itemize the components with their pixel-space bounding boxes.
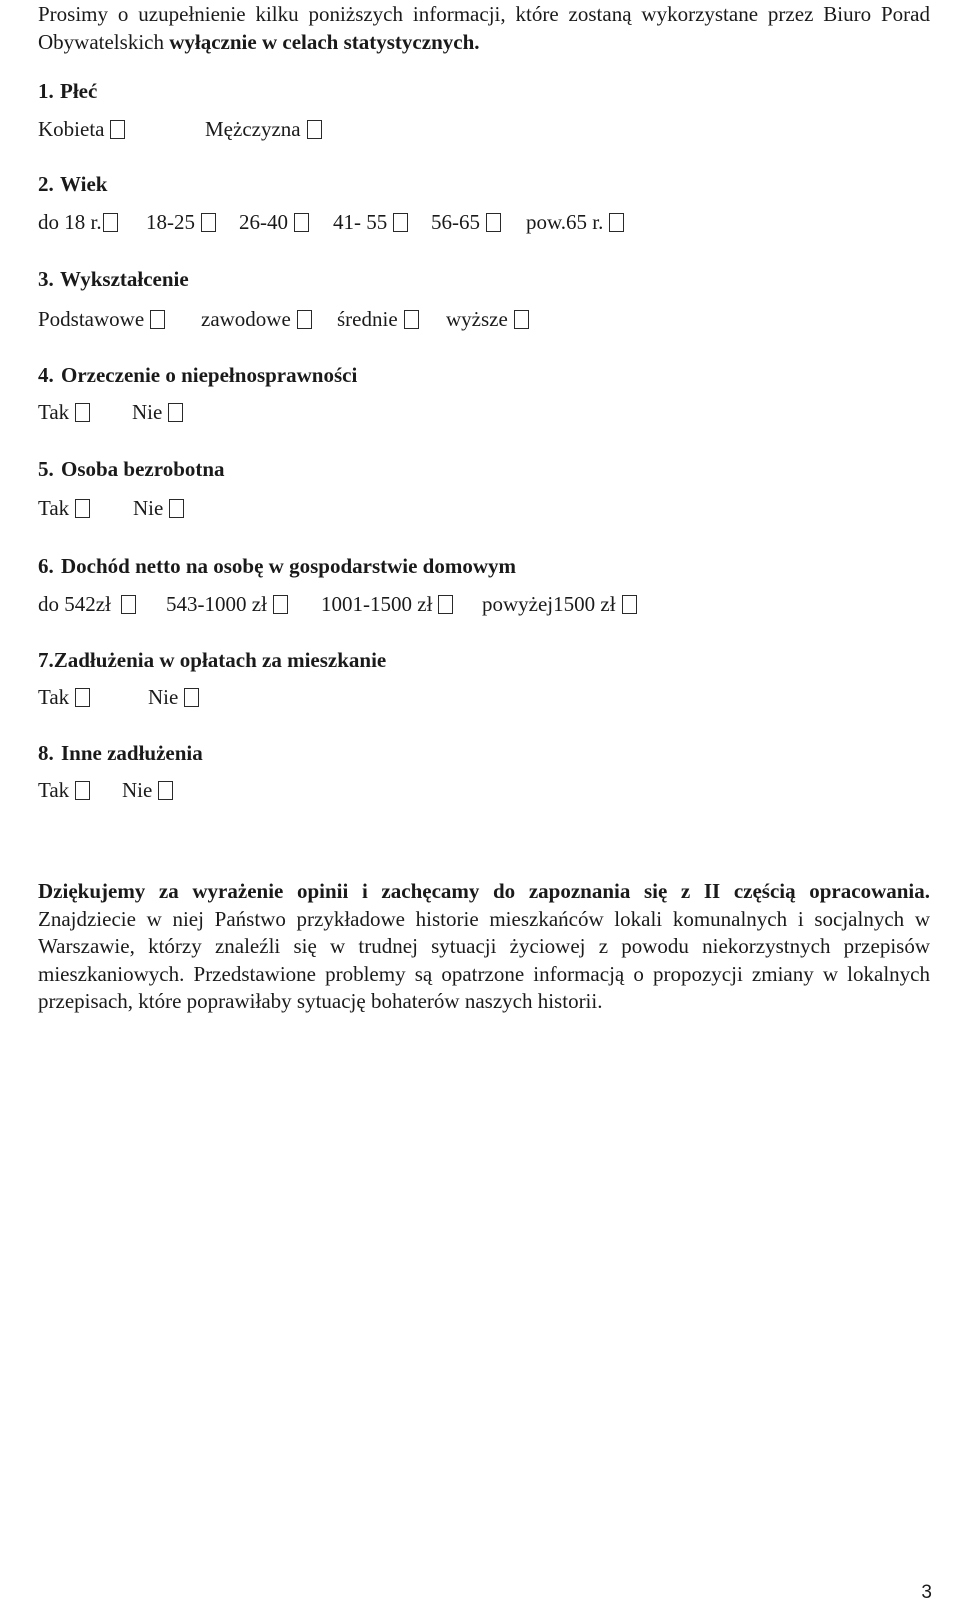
checkbox-41-55[interactable] bbox=[393, 213, 408, 232]
question-2-number: 2. bbox=[38, 172, 54, 196]
option-powyzej-1500[interactable] bbox=[482, 590, 637, 618]
option-label: do 542zł bbox=[38, 592, 111, 616]
option-tak[interactable] bbox=[38, 494, 90, 522]
option-label: 56-65 bbox=[431, 210, 480, 234]
checkbox-nie[interactable] bbox=[158, 781, 173, 800]
survey-page bbox=[38, 0, 930, 1613]
option-tak[interactable] bbox=[38, 683, 90, 711]
question-3-number: 3. bbox=[38, 267, 54, 291]
option-nie[interactable] bbox=[122, 776, 173, 804]
checkbox-543-1000[interactable] bbox=[273, 595, 288, 614]
option-label: 18-25 bbox=[146, 210, 195, 234]
option-label: 1001-1500 zł bbox=[321, 592, 433, 616]
option-label: Mężczyzna bbox=[205, 117, 301, 141]
question-5-title bbox=[38, 455, 225, 483]
option-wyzsze[interactable] bbox=[446, 305, 529, 333]
question-8-label: Inne zadłużenia bbox=[61, 741, 203, 765]
option-nie[interactable] bbox=[132, 398, 183, 426]
option-pow-65[interactable] bbox=[526, 208, 624, 236]
checkbox-do-542[interactable] bbox=[121, 595, 136, 614]
closing-bold-text: Dziękujemy za wyrażenie opinii i zachęcamy do zapoznania się z II częścią opracowania. bbox=[38, 879, 930, 903]
option-srednie[interactable] bbox=[337, 305, 419, 333]
option-label: wyższe bbox=[446, 307, 508, 331]
checkbox-18-25[interactable] bbox=[201, 213, 216, 232]
checkbox-podstawowe[interactable] bbox=[150, 310, 165, 329]
question-8-title bbox=[38, 739, 203, 767]
checkbox-26-40[interactable] bbox=[294, 213, 309, 232]
checkbox-56-65[interactable] bbox=[486, 213, 501, 232]
checkbox-kobieta[interactable] bbox=[110, 120, 125, 139]
question-3-title bbox=[38, 265, 189, 293]
checkbox-nie[interactable] bbox=[184, 688, 199, 707]
checkbox-tak[interactable] bbox=[75, 688, 90, 707]
option-label: 543-1000 zł bbox=[166, 592, 267, 616]
intro-text: Prosimy o uzupełnienie kilku poniższych informacji, które zostaną wykorzystane przez Biuro Porad Obywatelskich bbox=[38, 2, 930, 54]
option-tak[interactable] bbox=[38, 776, 90, 804]
option-mezczyzna[interactable] bbox=[205, 115, 322, 143]
question-1-number: 1. bbox=[38, 79, 54, 103]
option-label: do 18 r. bbox=[38, 210, 102, 234]
closing-paragraph bbox=[38, 878, 930, 1016]
question-4-label: Orzeczenie o niepełnosprawności bbox=[61, 363, 358, 387]
question-6-title bbox=[38, 552, 516, 580]
option-label: 26-40 bbox=[239, 210, 288, 234]
checkbox-nie[interactable] bbox=[168, 403, 183, 422]
question-4-number: 4. bbox=[38, 363, 54, 387]
option-do-542[interactable] bbox=[38, 590, 136, 618]
question-5-label: Osoba bezrobotna bbox=[61, 457, 225, 481]
option-label: Nie bbox=[148, 685, 179, 709]
checkbox-pow-65[interactable] bbox=[609, 213, 624, 232]
option-label: Tak bbox=[38, 685, 70, 709]
option-label: Tak bbox=[38, 496, 70, 520]
option-label: średnie bbox=[337, 307, 398, 331]
option-label: Kobieta bbox=[38, 117, 105, 141]
question-7-label: Zadłużenia w opłatach za mieszkanie bbox=[53, 648, 387, 672]
checkbox-tak[interactable] bbox=[75, 499, 90, 518]
checkbox-zawodowe[interactable] bbox=[297, 310, 312, 329]
closing-text: Znajdziecie w niej Państwo przykładowe historie mieszkańców lokali komunalnych i socjalnych w Warszawie, którzy znaleźli się w trudnej sytuacji życiowej z powodu niekorzystnych przepisów mieszkaniowych. Przedstawione problemy są opatrzone informacją o propozycji zmiany w lokalnych przepisach, które poprawiłaby sytuację bohaterów naszych historii. bbox=[38, 906, 930, 1014]
question-4-title bbox=[38, 361, 357, 389]
question-1-title bbox=[38, 77, 97, 105]
checkbox-tak[interactable] bbox=[75, 781, 90, 800]
option-kobieta[interactable] bbox=[38, 115, 125, 143]
option-41-55[interactable] bbox=[333, 208, 408, 236]
question-6-number: 6. bbox=[38, 554, 54, 578]
checkbox-1001-1500[interactable] bbox=[438, 595, 453, 614]
option-label: pow.65 r. bbox=[526, 210, 604, 234]
option-label: Podstawowe bbox=[38, 307, 145, 331]
checkbox-srednie[interactable] bbox=[404, 310, 419, 329]
question-2-title bbox=[38, 170, 107, 198]
question-1-label: Płeć bbox=[60, 79, 98, 103]
checkbox-tak[interactable] bbox=[75, 403, 90, 422]
option-do-18[interactable] bbox=[38, 208, 118, 236]
option-podstawowe[interactable] bbox=[38, 305, 165, 333]
option-zawodowe[interactable] bbox=[201, 305, 312, 333]
checkbox-do-18[interactable] bbox=[103, 213, 118, 232]
intro-bold-text: wyłącznie w celach statystycznych. bbox=[169, 30, 480, 54]
intro-paragraph bbox=[38, 0, 930, 56]
question-6-label: Dochód netto na osobę w gospodarstwie domowym bbox=[61, 554, 517, 578]
question-3-label: Wykształcenie bbox=[60, 267, 189, 291]
option-label: Tak bbox=[38, 778, 70, 802]
option-label: Nie bbox=[133, 496, 164, 520]
question-7-number: 7. bbox=[38, 648, 54, 672]
option-1001-1500[interactable] bbox=[321, 590, 453, 618]
option-nie[interactable] bbox=[148, 683, 199, 711]
option-label: Nie bbox=[122, 778, 153, 802]
checkbox-nie[interactable] bbox=[169, 499, 184, 518]
question-8-number: 8. bbox=[38, 741, 54, 765]
option-nie[interactable] bbox=[133, 494, 184, 522]
question-2-label: Wiek bbox=[60, 172, 108, 196]
question-5-number: 5. bbox=[38, 457, 54, 481]
checkbox-wyzsze[interactable] bbox=[514, 310, 529, 329]
option-tak[interactable] bbox=[38, 398, 90, 426]
option-label: Tak bbox=[38, 400, 70, 424]
option-label: zawodowe bbox=[201, 307, 291, 331]
option-18-25[interactable] bbox=[146, 208, 216, 236]
option-label: 41- 55 bbox=[333, 210, 388, 234]
option-56-65[interactable] bbox=[431, 208, 501, 236]
option-26-40[interactable] bbox=[239, 208, 309, 236]
checkbox-powyzej-1500[interactable] bbox=[622, 595, 637, 614]
checkbox-mezczyzna[interactable] bbox=[307, 120, 322, 139]
page-number: 3 bbox=[921, 1582, 932, 1603]
option-543-1000[interactable] bbox=[166, 590, 288, 618]
option-label: Nie bbox=[132, 400, 163, 424]
option-label: powyżej1500 zł bbox=[482, 592, 616, 616]
question-7-title bbox=[38, 646, 386, 674]
